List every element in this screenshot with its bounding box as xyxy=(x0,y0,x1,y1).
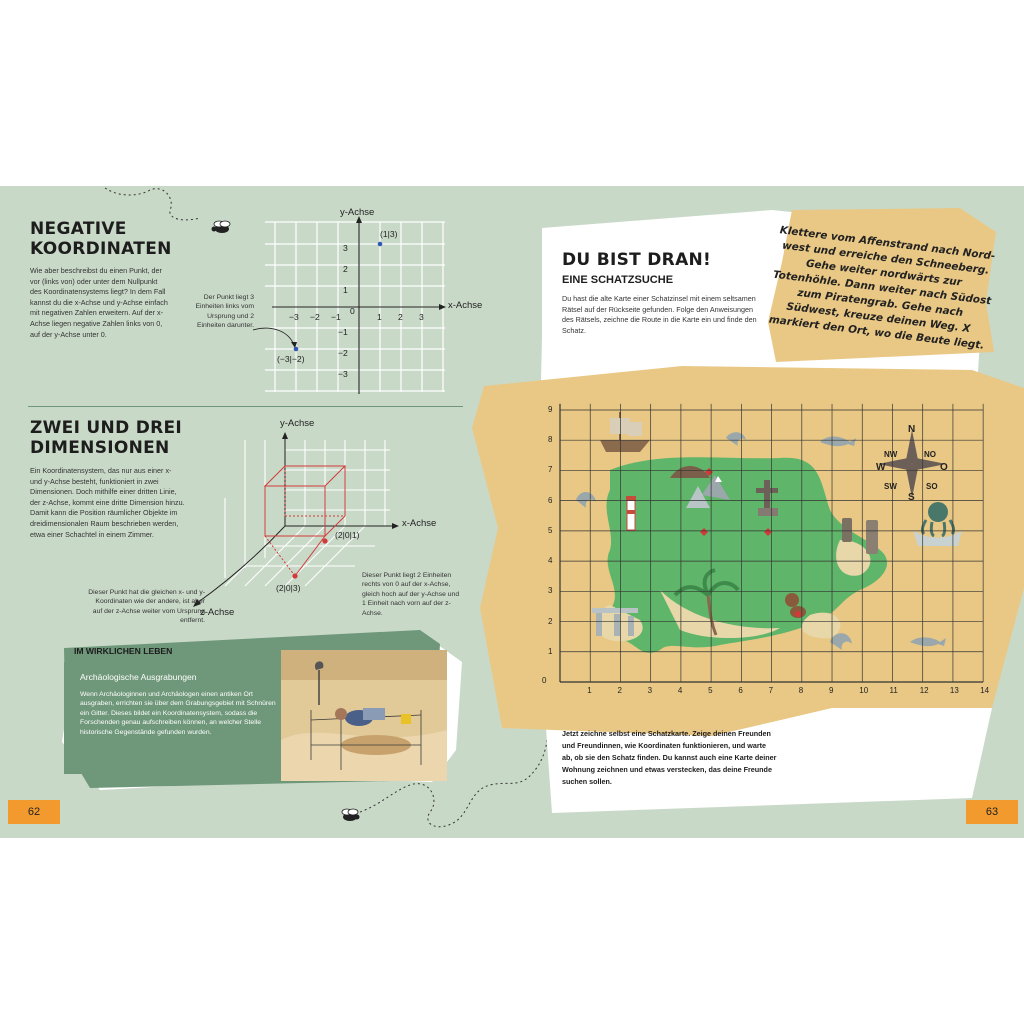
page-subtitle: EINE SCHATZSUCHE xyxy=(562,274,674,286)
compass-s: S xyxy=(908,492,915,503)
fly-icon xyxy=(337,806,363,826)
y-axis-label: y-Achse xyxy=(340,207,375,218)
title-line: KOORDINATEN xyxy=(30,239,172,259)
tick-label: −2 xyxy=(338,348,348,358)
map-y-tick-label: 5 xyxy=(548,525,553,535)
title-line: DIMENSIONEN xyxy=(30,438,170,458)
point-2-0-1 xyxy=(322,538,327,543)
tick-label: 2 xyxy=(343,264,348,274)
compass-w: W xyxy=(876,462,886,473)
tick-label: 3 xyxy=(343,243,348,253)
map-x-tick-label: 1 xyxy=(587,686,592,695)
compass-no: NO xyxy=(924,450,936,459)
callout-arrow xyxy=(250,320,300,350)
x-axis-label-3d: x-Achse xyxy=(402,518,437,529)
tick-label: −3 xyxy=(338,369,348,379)
map-x-tick-label: 14 xyxy=(980,686,990,695)
point-2-0-3 xyxy=(292,573,297,578)
map-x-tick-label: 10 xyxy=(859,686,869,695)
real-life-banner: IM WIRKLICHEN LEBEN xyxy=(74,646,173,656)
map-y-tick-label: 3 xyxy=(548,586,553,596)
section-body-dimensions: Ein Koordinatensystem, das nur aus einer x- und y-Achse besteht, funktioniert in zwei Dimensionen. Doch mithilfe einer dritten Linie, der z-Achse, kommt eine dritte Dimension hinzu. Damit kann die Position räumlicher Objekte im dreidimensionalen Raum beschrieben werden, etwa einer Schachtel in einem Zimmer. xyxy=(30,466,185,539)
z-axis-label-3d: z-Achse xyxy=(200,607,235,618)
tick-label: 0 xyxy=(350,306,355,316)
map-y-tick-label: 2 xyxy=(548,616,553,626)
map-y-tick-label: 7 xyxy=(548,465,553,475)
intro-text: Du hast die alte Karte einer Schatzinsel mit einem seltsamen Rätsel auf der Rückseite gefunden. Folge den Anweisungen des Rätsels, zeichne die Route in die Karte ein und finde den Schatz. xyxy=(562,294,757,335)
compass-nw: NW xyxy=(884,450,898,459)
page-number-right: 63 xyxy=(966,800,1018,824)
callout-2d-point: Der Punkt liegt 3 Einheiten links vom Ursprung und 2 Einheiten darunter. xyxy=(195,294,254,330)
point-label-2-0-1: (2|0|1) xyxy=(335,530,360,540)
page-number-left: 62 xyxy=(8,800,60,824)
point-1-3 xyxy=(378,242,383,247)
page-title: DU BIST DRAN! xyxy=(562,250,712,270)
compass-o: O xyxy=(940,462,948,473)
tick-label: −1 xyxy=(338,327,348,337)
footer-text: Jetzt zeichne selbst eine Schatzkarte. Zeige deinen Freunden und Freundinnen, wie Koordinaten funktionieren, und warte ab, ob sie den Schatz finden. Du kannst auch eine Karte deiner Wohnung zeichnen und etwas verstecken, das deine Freunde suchen sollen. xyxy=(562,729,777,786)
z-axis-line xyxy=(197,526,285,603)
map-x-tick-label: 12 xyxy=(919,686,929,695)
section-divider xyxy=(28,406,463,407)
callout-3d-left: Dieser Punkt hat die gleichen x- und y-Koordinaten wie der andere, ist aber auf der z-Achse weiter vom Ursprung entfernt. xyxy=(88,589,205,625)
map-x-tick-label: 0 xyxy=(542,676,547,685)
map-x-tick-label: 11 xyxy=(889,686,898,695)
map-y-tick-label: 1 xyxy=(548,646,553,656)
map-x-tick-label: 9 xyxy=(829,686,834,695)
map-x-tick-label: 8 xyxy=(798,686,804,695)
tick-label: 1 xyxy=(377,312,382,322)
compass-so: SO xyxy=(926,482,938,491)
map-y-tick-label: 4 xyxy=(548,556,553,566)
title-line: ZWEI UND DREI xyxy=(30,418,183,438)
callout-3d-right: Dieser Punkt liegt 2 Einheiten rechts von 0 auf der x-Achse, gleich hoch auf der y-Achse und 1 Einheit nach vorn auf der z-Achse. xyxy=(362,572,460,617)
x-axis-label: x-Achse xyxy=(448,300,483,311)
map-x-tick-label: 2 xyxy=(617,686,622,695)
point-label-1-3: (1|3) xyxy=(380,229,398,239)
riddle-text: Klettere vom Affenstrand nach Nord-west und erreiche den Schneeberg. Gehe weiter nordwärts zur Totenhöhle. Dann weiter nach Südost zum Piratengrab. Gehe nach Südwest, kreuze deinen Weg. X markiert den Ort, wo die Beute liegt. xyxy=(768,224,996,352)
compass-n: N xyxy=(908,424,916,435)
section-body-negative-coordinates: Wie aber beschreibst du einen Punkt, der vor (links von) oder unter dem Nullpunkt des Koordinatensystems liegt? In dem Fall kannst du die x-Achse und y-Achse einfach mit negativen Zahlen erweitern. Auf der x-Achse liegen negative Zahlen links von 0, auf der y-Achse unter 0. xyxy=(30,266,168,339)
map-y-tick-label: 6 xyxy=(548,495,553,505)
map-x-tick-label: 4 xyxy=(677,686,683,695)
compass-sw: SW xyxy=(884,482,897,491)
tick-label: −1 xyxy=(331,312,341,322)
tick-label: 3 xyxy=(419,312,424,322)
y-tick-labels-positive xyxy=(343,238,348,301)
tick-label: 2 xyxy=(398,312,403,322)
tick-label: −2 xyxy=(310,312,320,322)
real-life-subtitle: Archäologische Ausgrabungen xyxy=(80,672,197,682)
point-label-neg3-neg2: (−3|−2) xyxy=(277,354,305,364)
map-x-tick-label: 13 xyxy=(949,686,959,695)
point-label-2-0-3: (2|0|3) xyxy=(276,583,301,593)
map-y-tick-label: 8 xyxy=(548,435,553,445)
tick-label: 1 xyxy=(343,285,348,295)
archaeology-photo xyxy=(281,650,447,781)
y-tick-labels-negative xyxy=(338,322,348,385)
map-x-tick-label: 6 xyxy=(738,686,743,695)
y-axis-label-3d: y-Achse xyxy=(280,418,315,429)
real-life-body: Wenn Archäologinnen und Archäologen einen antiken Ort ausgraben, errichten sie über dem Grabungsgebiet mit Schnüren ein Gitter. Dieses bildet ein Koordinatensystem, sodass die Forschenden genau aufschreiben können, an welcher Stelle historische Gegenstände gefunden wurden. xyxy=(80,691,276,736)
map-x-tick-label: 7 xyxy=(768,686,774,695)
tick-label: −3 xyxy=(289,312,299,322)
compass-labels xyxy=(540,390,1010,704)
map-y-tick-label: 9 xyxy=(548,404,553,414)
title-line: NEGATIVE xyxy=(30,219,127,239)
map-x-tick-label: 5 xyxy=(708,686,713,695)
map-x-tick-label: 3 xyxy=(647,686,653,695)
